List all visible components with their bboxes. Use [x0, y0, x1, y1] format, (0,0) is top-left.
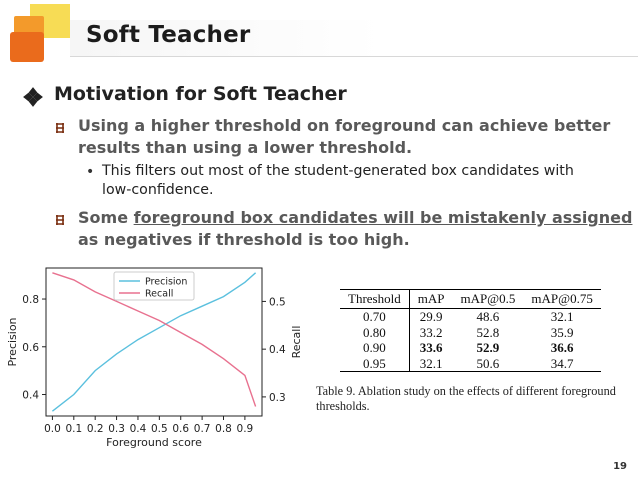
y-left-axis-label: Precision	[6, 317, 19, 367]
ablation-table	[340, 289, 601, 372]
table-header: mAP@0.5	[452, 290, 523, 309]
x-tick-label: 0.7	[193, 423, 211, 435]
y-left-tick-label: 0.8	[22, 294, 39, 307]
caption-line-2: thresholds.	[316, 399, 370, 413]
table-row	[340, 325, 601, 341]
y-right-tick-label: 0.5	[269, 296, 286, 309]
legend-label: Recall	[145, 288, 174, 300]
table-header: Threshold	[340, 290, 409, 309]
table-cell: 33.6	[419, 340, 443, 355]
table-cell: 33.2	[419, 324, 443, 340]
table-row	[340, 309, 601, 325]
x-tick-label: 0.6	[172, 423, 190, 435]
table-cell: 29.9	[419, 309, 443, 324]
point-2-underlined: foreground box candidates will be mistakenly assigned	[133, 208, 633, 227]
page-number: 19	[613, 461, 627, 472]
y-left-tick-label: 0.4	[22, 389, 39, 402]
y-left-tick-label: 0.6	[22, 341, 39, 354]
legend-label: Precision	[145, 276, 188, 288]
x-tick-label: 0.4	[129, 423, 147, 435]
table-cell: 52.8	[476, 324, 500, 340]
subpoint-line-1: This filters out most of the student-generated box candidates with	[102, 163, 574, 179]
table-cell: 34.7	[523, 356, 600, 372]
table-cell: 0.90	[340, 340, 409, 356]
diamond-bullet-icon	[22, 86, 44, 108]
precision-recall-chart	[0, 256, 312, 456]
table-header: mAP	[409, 290, 452, 309]
point-1-line-2: results than using a lower threshold.	[78, 138, 413, 157]
table-row	[340, 340, 601, 356]
square-bullet-icon	[54, 214, 66, 226]
x-tick-label: 0.2	[86, 423, 104, 435]
x-tick-label: 0.5	[150, 423, 168, 435]
point-2-line-2: as negatives if threshold is too high.	[78, 230, 410, 249]
point-2-line-1	[78, 207, 632, 229]
caption-line-1: Table 9. Ablation study on the effects of different foreground	[316, 384, 616, 398]
table-cell: 0.80	[340, 325, 409, 341]
heading-motivation: Motivation for Soft Teacher	[54, 83, 347, 105]
x-tick-label: 0.3	[108, 423, 125, 435]
y-right-axis-label: Recall	[290, 325, 303, 359]
subpoint-line-2: low-confidence.	[102, 182, 214, 198]
y-right-tick-label: 0.3	[269, 391, 286, 404]
table-cell: 32.1	[550, 309, 574, 324]
slide-logo	[0, 0, 80, 68]
point-2	[78, 207, 632, 251]
table-caption	[316, 384, 636, 414]
table-cell: 0.95	[340, 356, 409, 372]
x-tick-label: 0.0	[44, 423, 61, 435]
point-2-prefix: Some	[78, 208, 134, 227]
x-tick-label: 0.8	[215, 423, 232, 435]
table-header-row	[340, 290, 601, 309]
table-cell: 50.6	[452, 356, 523, 372]
y-right-tick-label: 0.4	[269, 344, 286, 357]
table-cell: 48.6	[476, 309, 500, 324]
point-1	[78, 115, 610, 159]
round-bullet-icon: •	[86, 164, 95, 180]
subpoint	[102, 162, 574, 200]
square-bullet-icon	[54, 122, 66, 134]
x-axis-label: Foreground score	[106, 436, 202, 449]
table-cell: 36.6	[550, 340, 574, 355]
table-header: mAP@0.75	[523, 290, 600, 309]
point-1-line-1: Using a higher threshold on foreground can achieve better	[78, 116, 611, 135]
table-cell: 32.1	[409, 356, 452, 372]
table-row	[340, 356, 601, 372]
table-cell: 52.9	[476, 340, 500, 355]
slide-title: Soft Teacher	[86, 22, 251, 48]
x-tick-label: 0.9	[236, 423, 254, 435]
table-cell: 0.70	[340, 309, 409, 325]
x-tick-label: 0.1	[65, 423, 83, 435]
table-cell: 35.9	[550, 324, 574, 340]
